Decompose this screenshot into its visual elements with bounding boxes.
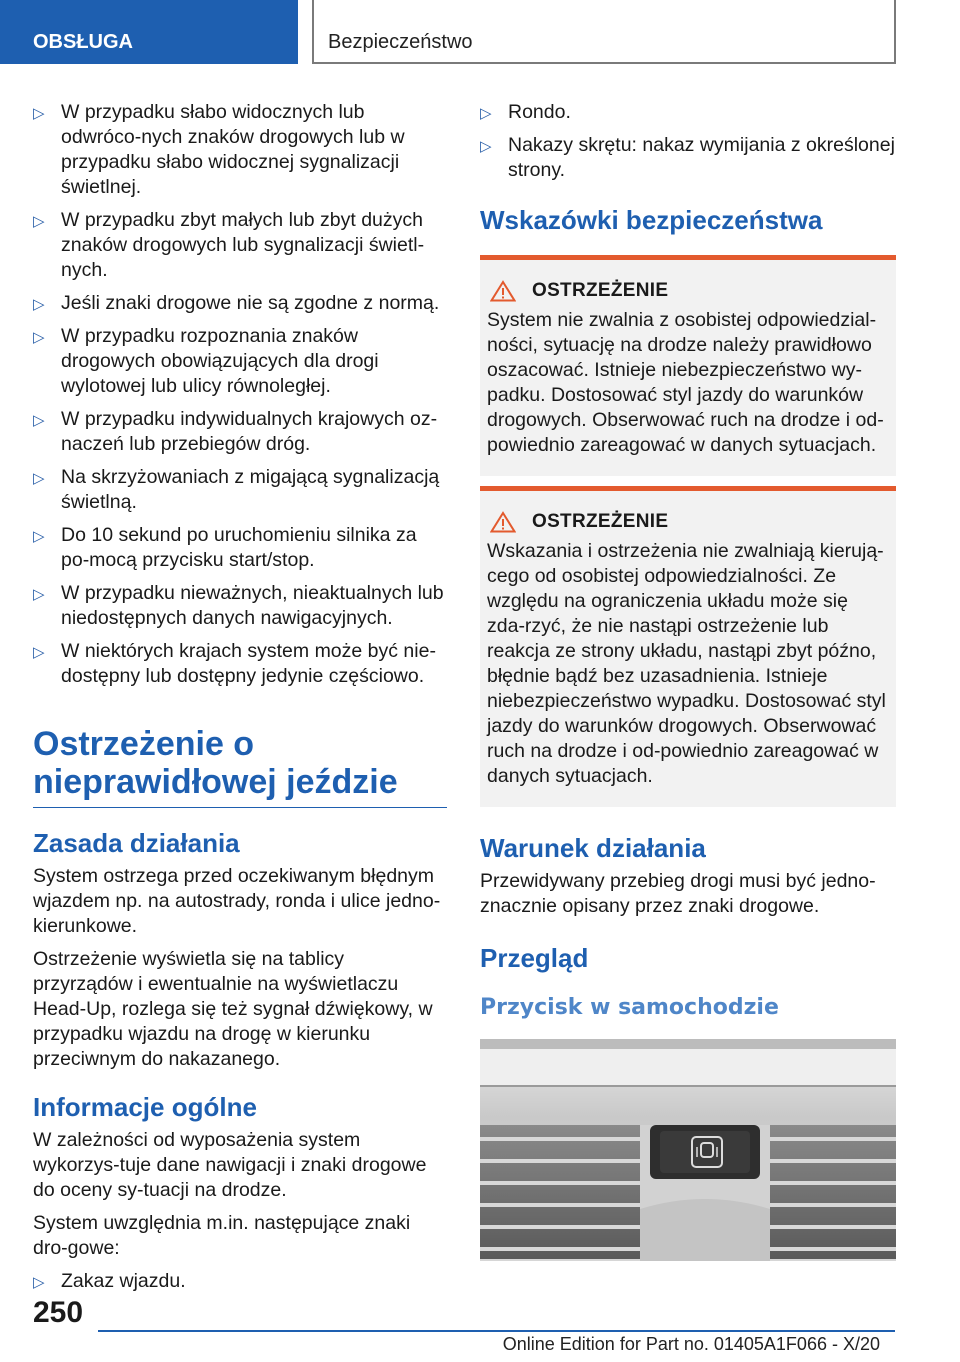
triangle-right-icon: ▷ bbox=[33, 329, 45, 346]
list-item: ▷ Do 10 sekund po uruchomieniu silnika za po-mocą przycisku start/stop. bbox=[33, 524, 417, 571]
dashboard-illustration bbox=[480, 1039, 896, 1261]
footer-divider bbox=[98, 1330, 895, 1332]
warning-triangle-icon bbox=[490, 280, 516, 302]
warning-box-2 bbox=[480, 486, 896, 807]
warning-box-1 bbox=[480, 255, 896, 476]
triangle-right-icon: ▷ bbox=[33, 470, 45, 487]
warning-header bbox=[487, 511, 886, 533]
triangle-right-icon: ▷ bbox=[33, 105, 45, 122]
triangle-right-icon: ▷ bbox=[33, 1274, 45, 1291]
warning-text: Wskazania i ostrzeżenia nie zwalniają kierują-cego od osobistej odpowiedzialności. Ze względu na ograniczenia układu może się zda-rzyć, że nie nastąpi ostrzeżenie lub reakcja ze strony układu, nastąpi zbyt późno, błędnie bądź bez uzasadnienia. Istnieje niebezpieczeństwo wypadku. Dostosować styl jazdy do warunków drogowych. Obserwować ruch na drodze i od-powiednio zareagować w danych sytuacjach. bbox=[487, 540, 886, 787]
chapter-tab: OBSŁUGA bbox=[0, 0, 298, 64]
triangle-right-icon: ▷ bbox=[480, 105, 492, 122]
right-column bbox=[480, 100, 896, 1261]
heading-general: Informacje ogólne bbox=[33, 1092, 257, 1122]
heading-condition: Warunek działania bbox=[480, 833, 706, 863]
warning-title: OSTRZEŻENIE bbox=[532, 280, 669, 301]
triangle-right-icon: ▷ bbox=[33, 296, 45, 313]
list-item: ▷ Jeśli znaki drogowe nie są zgodne z normą. bbox=[33, 291, 447, 316]
warning-triangle-icon bbox=[490, 511, 516, 533]
heading-safety: Wskazówki bezpieczeństwa bbox=[480, 205, 823, 235]
warning-text: System nie zwalnia z osobistej odpowiedzial-ności, sytuację na drodze należy prawidłowo oszacować. Istnieje niebezpieczeństwo wy-padku. Dostosować styl jazdy do warunków drogowych. Obserwować ruch na drodze i od-powiednio zareagować w danych sytuacjach. bbox=[487, 309, 884, 456]
heading-overview: Przegląd bbox=[480, 943, 589, 973]
triangle-right-icon: ▷ bbox=[33, 213, 45, 230]
page-number: 250 bbox=[33, 1296, 84, 1329]
list-item: ▷ Zakaz wjazdu. bbox=[33, 1269, 447, 1294]
list-item: ▷ Na skrzyżowaniach z migającą sygnalizacją świetlną. bbox=[33, 466, 440, 513]
list-item: ▷ W przypadku zbyt małych lub zbyt dużych znaków drogowych lub sygnalizacji świetl-nych. bbox=[33, 209, 425, 281]
warning-title: OSTRZEŻENIE bbox=[532, 511, 669, 532]
general-paragraph-1: W zależności od wyposażenia system wykorzys-tuje dane nawigacji i znaki drogowe do oceny sy-tuacji na drodze. bbox=[33, 1129, 427, 1201]
list-item: ▷ W przypadku indywidualnych krajowych oz-naczeń lub przebiegów dróg. bbox=[33, 408, 438, 455]
section-title: Bezpieczeństwo bbox=[312, 0, 896, 64]
list-item: ▷ Rondo. bbox=[480, 100, 896, 125]
list-item: ▷ W przypadku nieważnych, nieaktualnych lub niedostępnych danych nawigacyjnych. bbox=[33, 582, 444, 629]
triangle-right-icon: ▷ bbox=[33, 528, 45, 545]
edition-note: Online Edition for Part no. 01405A1F066 - X/20 bbox=[502, 1334, 880, 1354]
chapter-heading: Ostrzeżenie o nieprawidłowej jeździe bbox=[33, 725, 447, 808]
warning-header bbox=[487, 280, 886, 302]
signs-list bbox=[33, 1269, 447, 1294]
triangle-right-icon: ▷ bbox=[33, 586, 45, 603]
signs-list-continued bbox=[480, 100, 896, 183]
general-paragraph-2: System uwzględnia m.in. następujące znaki dro-gowe: bbox=[33, 1212, 411, 1259]
principle-paragraph-2: Ostrzeżenie wyświetla się na tablicy przyrządów i ewentualnie na wyświetlaczu Head-Up, rozlega się też sygnał dźwiękowy, w przypadku wjazdu na drogę w kierunku przeciwnym do nakazanego. bbox=[33, 948, 433, 1070]
conditions-list bbox=[33, 100, 447, 689]
condition-paragraph: Przewidywany przebieg drogi musi być jedno-znacznie opisany przez znaki drogowe. bbox=[480, 870, 876, 917]
left-column bbox=[33, 100, 447, 1302]
triangle-right-icon: ▷ bbox=[33, 644, 45, 661]
heading-button-in-car: Przycisk w samochodzie bbox=[480, 995, 779, 1020]
list-item: ▷ W przypadku słabo widocznych lub odwróco-nych znaków drogowych lub w przypadku słabo widocznej sygnalizacji świetlnej. bbox=[33, 101, 405, 198]
list-item: ▷ Nakazy skrętu: nakaz wymijania z określonej strony. bbox=[480, 134, 895, 181]
heading-principle: Zasada działania bbox=[33, 828, 240, 858]
triangle-right-icon: ▷ bbox=[33, 412, 45, 429]
principle-paragraph-1: System ostrzega przed oczekiwanym błędnym wjazdem np. na autostrady, ronda i ulice jedno-kierunkowe. bbox=[33, 865, 441, 937]
triangle-right-icon: ▷ bbox=[480, 138, 492, 155]
list-item: ▷ W niektórych krajach system może być nie-dostępny lub dostępny jedynie częściowo. bbox=[33, 640, 436, 687]
list-item: ▷ W przypadku rozpoznania znaków drogowych obowiązujących dla drogi wylotowej lub ulicy równoległej. bbox=[33, 325, 379, 397]
button-photo bbox=[480, 1039, 896, 1261]
